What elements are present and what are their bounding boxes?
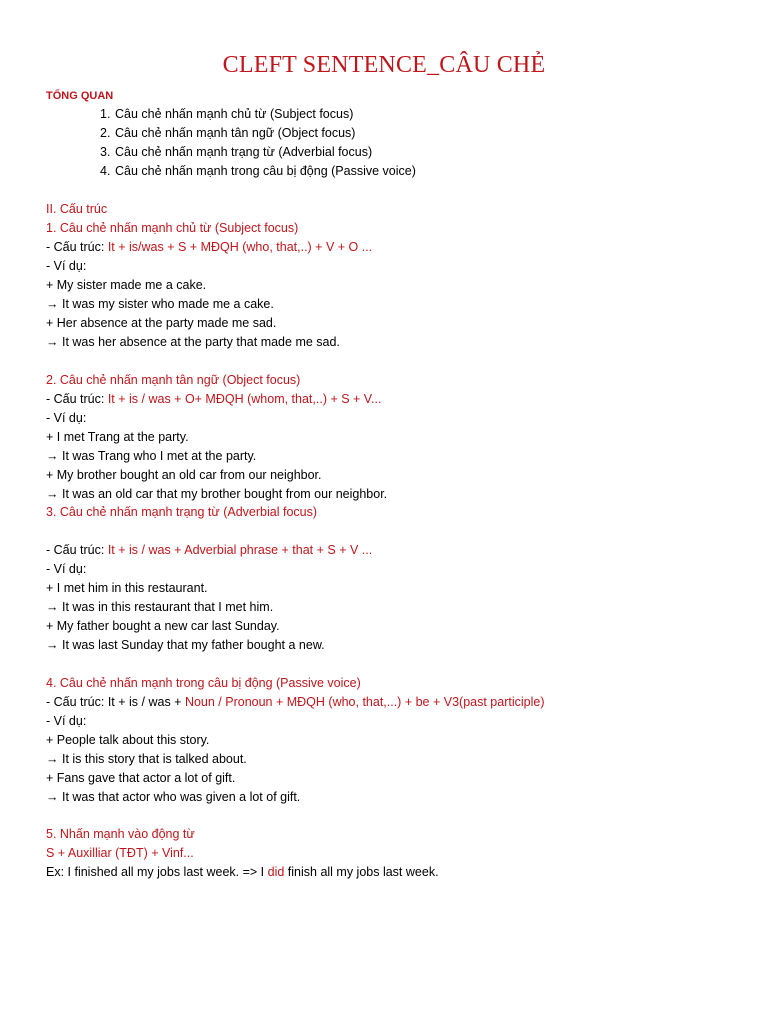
example-line: → It is this story that is talked about. (46, 752, 247, 766)
section-5-heading: 5. Nhấn mạnh vào động từ (46, 827, 195, 841)
formula-label: - Cấu trúc: (46, 543, 108, 557)
section-1-formula (46, 239, 372, 255)
section-2-example-label: - Ví dụ: (46, 411, 87, 425)
section-3-example-label: - Ví dụ: (46, 562, 87, 576)
structure-heading: II. Cấu trúc (46, 202, 108, 216)
example-suffix: finish all my jobs last week. (284, 865, 439, 879)
overview-item-text: Câu chẻ nhấn mạnh tân ngữ (Object focus) (115, 126, 356, 140)
overview-item-number: 3. (100, 145, 111, 159)
example-line: → It was her absence at the party that made me sad. (46, 335, 340, 349)
overview-item (100, 125, 355, 141)
formula-label: - Cấu trúc: (46, 240, 108, 254)
section-1-heading: 1. Câu chẻ nhấn mạnh chủ từ (Subject focus) (46, 221, 299, 235)
example-line: + My sister made me a cake. (46, 278, 207, 292)
section-4-heading: 4. Câu chẻ nhấn mạnh trong câu bị động (Passive voice) (46, 676, 361, 690)
example-line: → It was in this restaurant that I met him. (46, 600, 274, 614)
section-2-heading: 2. Câu chẻ nhấn mạnh tân ngữ (Object focus) (46, 373, 301, 387)
overview-item (100, 144, 372, 160)
overview-label: TỔNG QUAN (46, 90, 114, 102)
overview-item (100, 106, 353, 122)
example-line: + My brother bought an old car from our neighbor. (46, 468, 322, 482)
section-5-formula: S + Auxilliar (TĐT) + Vinf... (46, 846, 194, 860)
formula-label: - Cấu trúc: It + is / was + (46, 695, 185, 709)
document-title: CLEFT SENTENCE_CÂU CHẺ (222, 52, 546, 78)
formula-text: It + is / was + Adverbial phrase + that + S + V ... (107, 543, 373, 557)
formula-text: It + is / was + O+ MĐQH (whom, that,..) + S + V... (107, 392, 382, 406)
example-line: → It was last Sunday that my father bought a new. (46, 638, 325, 652)
section-3-formula (46, 542, 372, 558)
overview-item-text: Câu chẻ nhấn mạnh trạng từ (Adverbial focus) (115, 145, 373, 159)
example-line: + Fans gave that actor a lot of gift. (46, 771, 236, 785)
example-line: → It was my sister who made me a cake. (46, 297, 274, 311)
overview-item-number: 1. (100, 107, 111, 121)
example-prefix: Ex: I finished all my jobs last week. => I (46, 865, 268, 879)
section-5-example (46, 864, 439, 880)
section-4-example-label: - Ví dụ: (46, 714, 87, 728)
section-1-example-label: - Ví dụ: (46, 259, 87, 273)
example-line: + I met Trang at the party. (46, 430, 189, 444)
section-2-formula (46, 391, 381, 407)
example-line: + Her absence at the party made me sad. (46, 316, 277, 330)
overview-item (100, 163, 416, 179)
formula-text: It + is/was + S + MĐQH (who, that,..) + V + O ... (107, 240, 373, 254)
formula-label: - Cấu trúc: (46, 392, 108, 406)
overview-item-text: Câu chẻ nhấn mạnh chủ từ (Subject focus) (115, 107, 354, 121)
example-line: + My father bought a new car last Sunday. (46, 619, 280, 633)
example-line: + People talk about this story. (46, 733, 210, 747)
example-line: + I met him in this restaurant. (46, 581, 208, 595)
formula-text: Noun / Pronoun + MĐQH (who, that,...) + be + V3(past participle) (184, 695, 545, 709)
overview-item-text: Câu chẻ nhấn mạnh trong câu bị động (Passive voice) (115, 164, 416, 178)
overview-item-number: 2. (100, 126, 111, 140)
section-4-formula (46, 694, 544, 710)
emphasis-did: did (267, 865, 285, 879)
example-line: → It was that actor who was given a lot of gift. (46, 790, 301, 804)
section-3-heading: 3. Câu chẻ nhấn mạnh trạng từ (Adverbial focus) (46, 505, 318, 519)
overview-item-number: 4. (100, 164, 111, 178)
example-line: → It was Trang who I met at the party. (46, 449, 257, 463)
example-line: → It was an old car that my brother bought from our neighbor. (46, 487, 388, 501)
